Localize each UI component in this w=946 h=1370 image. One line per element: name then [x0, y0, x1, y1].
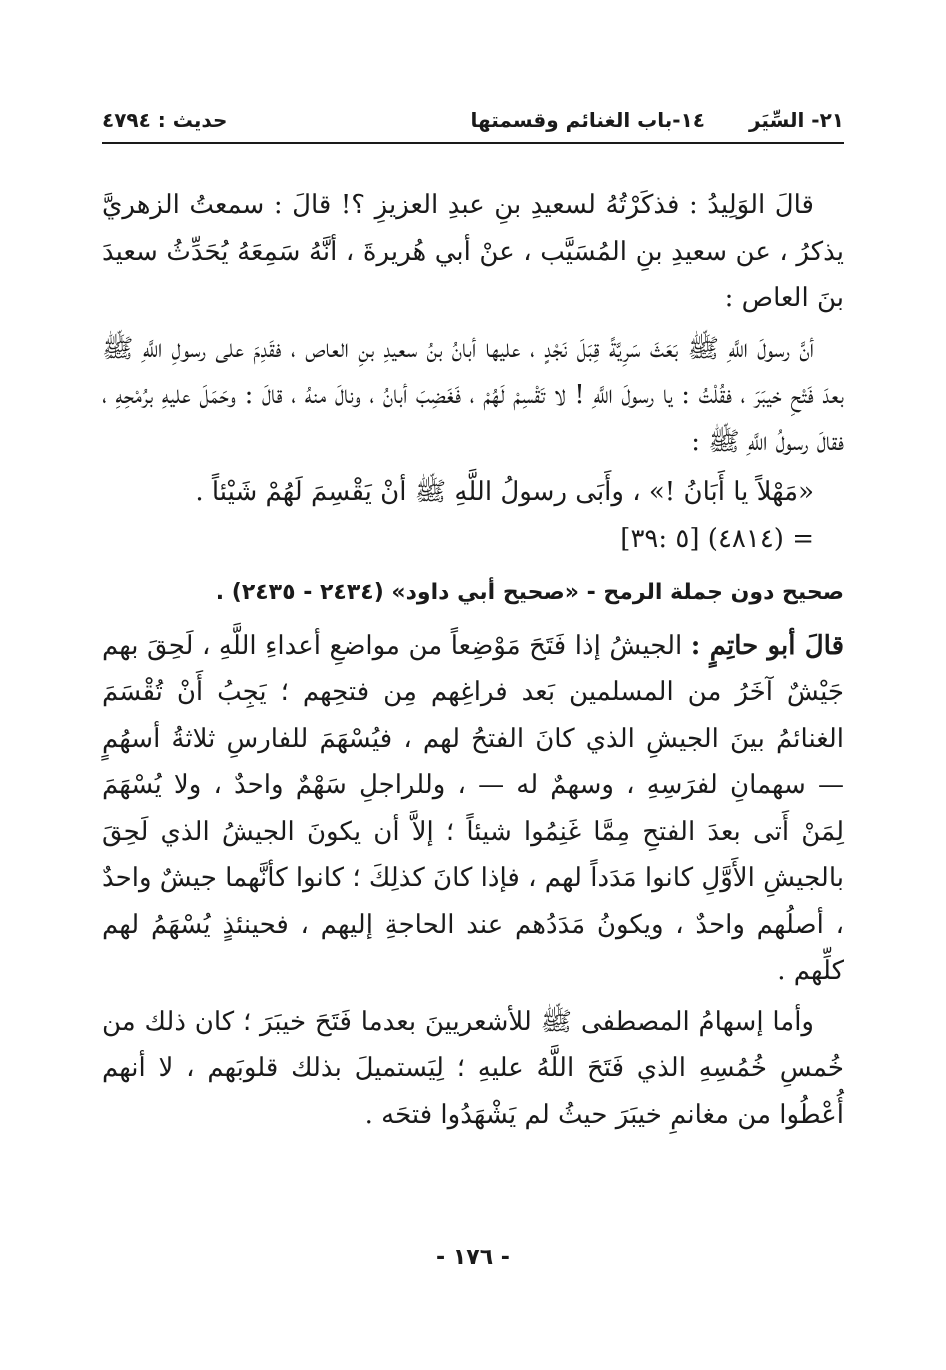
paragraph-quote: «مَهْلاً يا أَبَانُ !» ، وأَبَى رسولُ اللَّهِ ﷺ أنْ يَقْسِمَ لَهُمْ شَيْئاً . — [195, 477, 814, 507]
header-right — [471, 108, 844, 132]
hadith-grade: صحيح دون جملة الرمح - «صحيح أبي داود» (٢٤٣٤ - ٢٤٣٥) . — [215, 580, 844, 605]
book-title: ٢١- السِّيَر — [748, 108, 844, 132]
page-number: - ١٧٦ - — [436, 1245, 510, 1270]
commentary-text: الجيشُ إذا فَتَحَ مَوْضِعاً من مواضعِ أعداءِ اللَّهِ ، لَحِقَ بهم جَيْشٌ آخَرُ من المسلمين بَعد فراغِهم مِن فتحِهم ؛ يَجِبُ أَنْ تُقْسَمَ الغنائمُ بينَ الجيشِ الذي كانَ الفتحُ لهم ، فيُسْهَمَ للفارسِ ثلاثةُ أسهُمٍ — سهمانِ لفرَسِهِ ، وسهمٌ له — ، وللراجلِ سَهْمٌ واحدٌ ، ولا يُسْهَمَ لِمَنْ أَتى بعدَ الفتحِ مِمَّا غَنِمُوا شيئاً ؛ إلاَّ أن يكونَ الجيشُ الذي لَحِقَ بالجيشِ الأَوَّلِ كانوا مَدَداً لهم ، فإذا كانَ كذلِكَ ؛ كانوا كأنَّهما جيشٌ واحدٌ ، أصلُهم واحدٌ ، ويكونُ مَدَدُهم عند الحاجةِ إليهم ، فحينئذٍ يُسْهَمُ لهم كلِّهم . — [102, 630, 844, 986]
running-header — [102, 100, 844, 140]
paragraph-commentary — [102, 623, 844, 995]
paragraph-matn: أنَّ رسولَ اللَّهِ ﷺ بَعَثَ سَرِيَّةً قِبَلَ نَجْدٍ ، عليها أبانُ بنُ سعيدِ بنِ العاص ، فقَدِمَ على رسولِ اللَّهِ ﷺ بعدَ فَتْحِ خيبَرَ ، فقُلْتُ : يا رسولَ اللَّهِ ! لا تَقْسِمْ لَهُمْ ، فَغَضِبَ أبانُ ، ونالَ منهُ ، قالَ : وحَمَلَ عليهِ برُمْحِهِ ، فقالَ رسولُ اللَّهِ ﷺ : — [102, 333, 844, 457]
paragraph-isnad: قالَ الوَلِيدُ : فذكَرْتُهُ لسعيدِ بنِ عبدِ العزيزِ ؟! قالَ : سمعتُ الزهريَّ يذكرُ ، عن سعيدِ بنِ المُسَيَّب ، عنْ أبي هُريرةَ ، أنَّهُ سَمِعَهُ يُحَدِّثُ سعيدَ بنَ العاص : — [102, 190, 845, 313]
commentary-speaker: قالَ أبو حاتِمٍ : — [690, 630, 844, 661]
page-body — [102, 182, 844, 1142]
reference-line: = (٤٨١٤) [٥ :٣٩] — [620, 523, 814, 554]
hadith-number: حديث : ٤٧٩٤ — [102, 108, 228, 132]
chapter-title: ١٤-باب الغنائم وقسمتها — [470, 108, 705, 132]
paragraph-explanation: وأما إسهامُ المصطفى ﷺ للأشعريينَ بعدما فَتَحَ خيبَرَ ؛ كان ذلك من خُمسِ خُمُسِهِ الذي فَتَحَ اللَّهُ عليهِ ؛ لِيَستميلَ بذلك قلوبَهم ، لا أنهم أُعْطُوا من مغانمِ خيبَرَ حيثُ لم يَشْهَدُوا فتحَه . — [102, 1006, 844, 1130]
header-divider — [102, 142, 844, 144]
